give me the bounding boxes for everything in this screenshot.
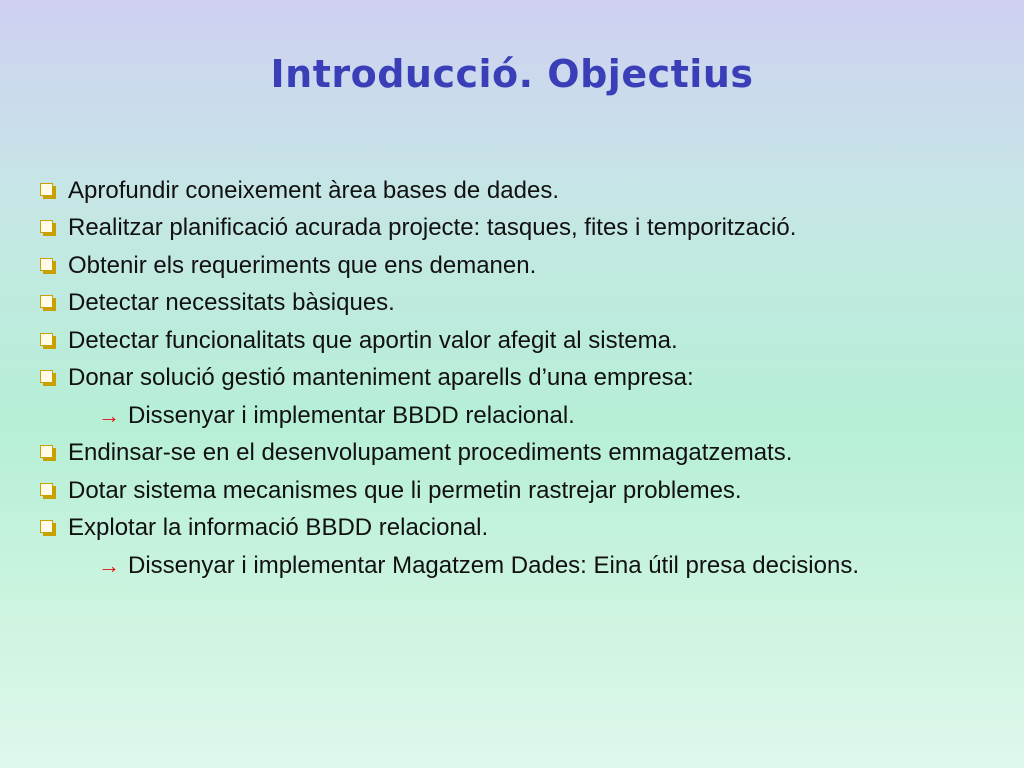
right-arrow-icon: → xyxy=(98,402,120,428)
list-item-text: Realitzar planificació acurada projecte: tasques, fites i temporització. xyxy=(68,214,797,242)
list-item-text: Explotar la informació BBDD relacional. xyxy=(68,514,489,542)
list-item xyxy=(40,210,1010,248)
list-item xyxy=(40,510,1010,548)
square-bullet-icon xyxy=(40,220,56,236)
list-item xyxy=(40,322,1010,360)
list-item xyxy=(40,472,1010,510)
list-item-text: Detectar funcionalitats que aportin valor afegit al sistema. xyxy=(68,326,678,354)
list-item-text: Obtenir els requeriments que ens demanen. xyxy=(68,251,537,279)
list-item xyxy=(40,247,1010,285)
list-item xyxy=(40,172,1010,210)
sub-list-item xyxy=(40,397,1010,435)
list-item xyxy=(40,285,1010,323)
objectives-list xyxy=(40,172,1010,585)
square-bullet-icon xyxy=(40,370,56,386)
square-bullet-icon xyxy=(40,445,56,461)
list-item xyxy=(40,435,1010,473)
list-item-text: Detectar necessitats bàsiques. xyxy=(68,289,395,317)
list-item-text: Donar solució gestió manteniment aparells d’una empresa: xyxy=(68,364,694,392)
square-bullet-icon xyxy=(40,295,56,311)
square-bullet-icon xyxy=(40,483,56,499)
square-bullet-icon xyxy=(40,333,56,349)
list-item xyxy=(40,360,1010,398)
square-bullet-icon xyxy=(40,183,56,199)
sub-list-item-text: Dissenyar i implementar BBDD relacional. xyxy=(128,401,575,429)
slide-title: Introducció. Objectius xyxy=(270,52,754,96)
right-arrow-icon: → xyxy=(98,552,120,578)
sub-list-item-text: Dissenyar i implementar Magatzem Dades: Eina útil presa decisions. xyxy=(128,551,859,579)
sub-list-item xyxy=(40,547,1010,585)
square-bullet-icon xyxy=(40,258,56,274)
list-item-text: Endinsar-se en el desenvolupament procediments emmagatzemats. xyxy=(68,439,793,467)
list-item-text: Aprofundir coneixement àrea bases de dades. xyxy=(68,176,559,204)
square-bullet-icon xyxy=(40,520,56,536)
list-item-text: Dotar sistema mecanismes que li permetin rastrejar problemes. xyxy=(68,476,742,504)
